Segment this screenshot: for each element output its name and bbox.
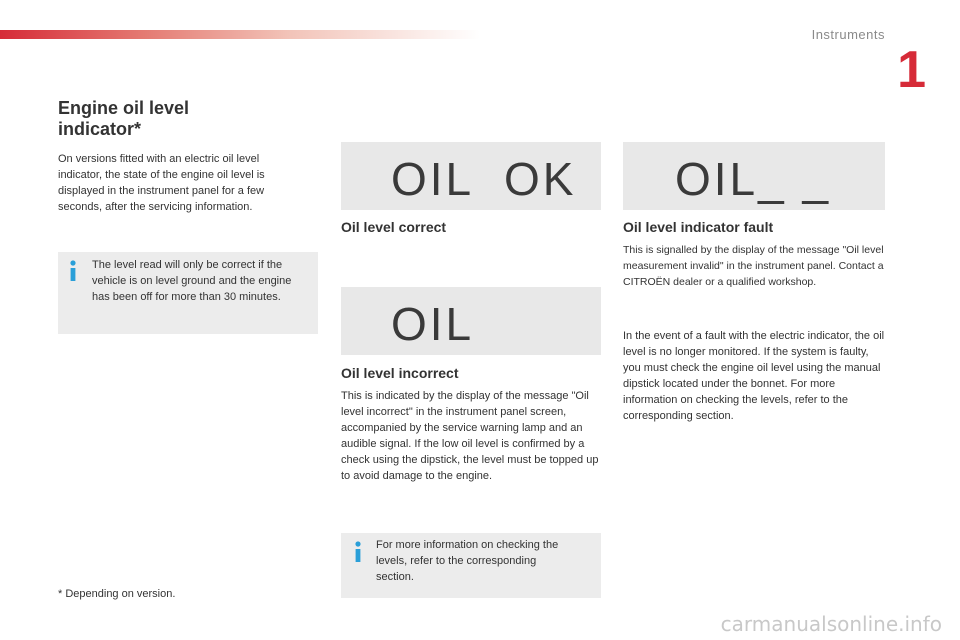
- info-note-text: The level read will only be correct if the vehicle is on level ground and the engine has been off for more than 30 minutes.: [92, 259, 292, 303]
- intro-paragraph: On versions fitted with an electric oil level indicator, the state of the engine oil level is displayed in the instrument panel for a few seconds, after the servicing information.: [58, 153, 265, 213]
- levels-info-text: For more information on checking the levels, refer to the corresponding section.: [376, 539, 559, 583]
- oil-fault-display-text: OIL_ _: [675, 153, 832, 205]
- oil-level-incorrect-text: This is indicated by the display of the message "Oil level incorrect" in the instrument panel screen, accompanied by the service warning lamp and an audible signal. If the low oil level is confirmed by a check using the dipstick, the level must be topped up to avoid damage to the engine.: [341, 390, 599, 482]
- watermark: carmanualsonline.info: [720, 612, 942, 636]
- oil-indicator-fault-title: Oil level indicator fault: [623, 219, 774, 235]
- info-note-box: [58, 252, 318, 334]
- oil-fault-display: [623, 142, 885, 210]
- footnote: * Depending on version.: [58, 588, 176, 600]
- oil-level-incorrect-title: Oil level incorrect: [341, 365, 459, 381]
- oil-level-correct-title: Oil level correct: [341, 219, 447, 235]
- page-title: Engine oil level indicator*: [58, 98, 190, 139]
- info-icon: [68, 260, 78, 282]
- oil-ok-display-text: OIL OK: [391, 153, 577, 205]
- chapter-number: 1: [897, 41, 926, 99]
- oil-ok-display: [341, 142, 601, 210]
- info-icon: [353, 541, 363, 563]
- oil-incorrect-display: [341, 287, 601, 355]
- oil-indicator-fault-details: In the event of a fault with the electric indicator, the oil level is no longer monitored. If the system is faulty, you must check the engine oil level using the manual dipstick located under the bonnet. For more information on checking the levels, refer to the corresponding section.: [623, 330, 885, 422]
- section-title: Instruments: [811, 27, 885, 42]
- oil-incorrect-display-text: OIL: [391, 298, 475, 350]
- oil-indicator-fault-text: This is signalled by the display of the message "Oil level measurement invalid" in the instrument panel. Contact a CITROËN dealer or a qualified workshop.: [623, 244, 884, 288]
- header-color-bar: [0, 30, 480, 39]
- levels-info-box: [341, 533, 601, 598]
